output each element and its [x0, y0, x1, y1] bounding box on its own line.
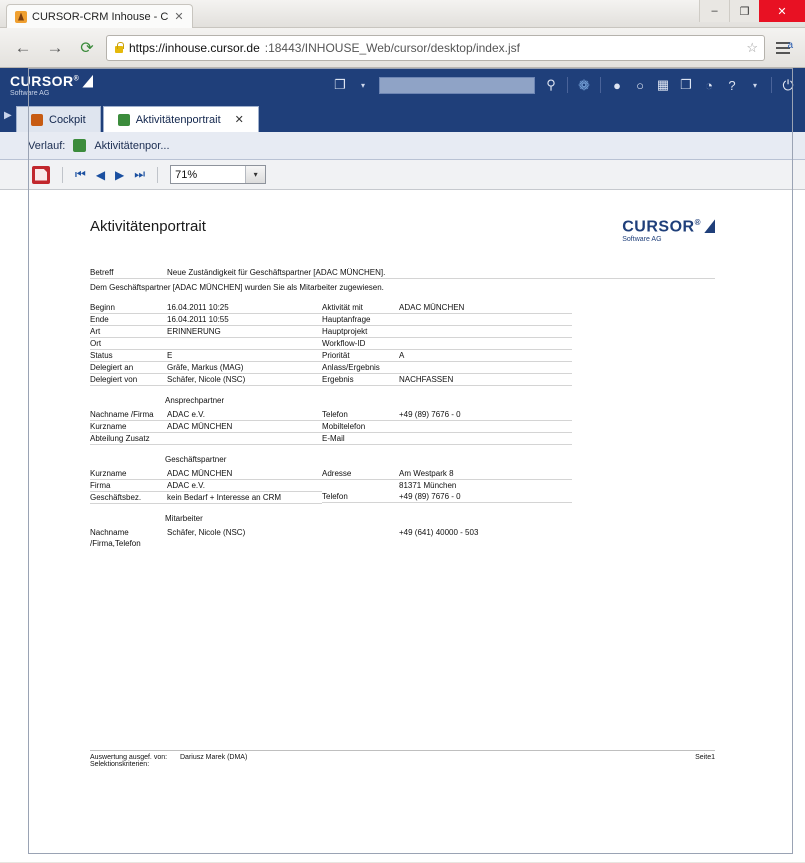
- globe-icon[interactable]: ◔: [705, 77, 713, 93]
- field-value: 81371 München: [399, 481, 457, 491]
- field-value: +49 (641) 40000 - 503: [399, 528, 479, 538]
- field-label: Workflow-ID: [322, 338, 397, 350]
- search-icon[interactable]: ⚲: [546, 77, 556, 92]
- browser-tab-strip: [0, 0, 193, 28]
- window-titlebar: [0, 0, 805, 28]
- next-page-icon[interactable]: ▶: [115, 167, 125, 182]
- field-value: A: [397, 350, 572, 362]
- calendar-icon[interactable]: ▦: [656, 77, 670, 92]
- brand-name: CURSOR: [10, 72, 74, 89]
- crm-tabbar: [0, 102, 805, 132]
- mitarbeiter-fields: [90, 527, 715, 549]
- ansprechpartner-fields: [90, 409, 715, 445]
- field-row: [90, 492, 322, 504]
- tab-label: Aktivitätenportrait: [135, 113, 221, 126]
- field-value: Schäfer, Nicole (NSC): [165, 374, 322, 386]
- right-field-column: [322, 302, 572, 386]
- prev-page-icon[interactable]: ◀: [95, 167, 106, 182]
- assignment-sentence: Dem Geschäftspartner [ADAC MÜNCHEN] wurden Sie als Mitarbeiter zugewiesen.: [90, 283, 384, 293]
- field-value: +49 (89) 7676 - 0: [397, 491, 572, 503]
- bookmark-star-icon[interactable]: ☆: [746, 39, 758, 55]
- field-row: [322, 350, 572, 362]
- field-row: [322, 468, 572, 480]
- divider: [771, 77, 772, 93]
- field-value: [165, 338, 322, 350]
- window-stack-icon[interactable]: ❐: [334, 77, 346, 92]
- field-row: [90, 433, 322, 445]
- divider: [62, 167, 63, 183]
- field-row: [90, 480, 322, 492]
- field-label: Mobiltelefon: [322, 421, 397, 433]
- field-value: ERINNERUNG: [165, 326, 322, 338]
- field-label: Firma: [90, 480, 165, 492]
- profile-indicator: a: [787, 40, 793, 51]
- window-controls: [699, 0, 805, 28]
- lock-icon: [113, 42, 124, 54]
- logo-subtitle: Software AG: [622, 236, 662, 244]
- field-label: Ergebnis: [322, 374, 397, 386]
- sail-icon: [82, 75, 93, 88]
- search-input[interactable]: [379, 77, 535, 94]
- field-row: [90, 374, 322, 386]
- minimize-button[interactable]: –: [699, 0, 729, 22]
- field-row: [90, 362, 322, 374]
- betreff-value: Neue Zuständigkeit für Geschäftspartner [ADAC MÜNCHEN].: [165, 267, 715, 279]
- section-geschaeftspartner: Geschäftspartner: [165, 455, 227, 465]
- browser-tab[interactable]: [6, 4, 193, 28]
- footer-page-number: Seite1: [695, 754, 715, 761]
- help-icon[interactable]: ?: [728, 77, 736, 93]
- report-canvas: [0, 190, 805, 830]
- field-value: ADAC MÜNCHEN: [165, 421, 322, 433]
- field-value: [397, 338, 572, 350]
- field-label: Priorität: [322, 350, 397, 362]
- history-bar: [0, 132, 805, 160]
- field-label: Ort: [90, 338, 165, 350]
- history-entry[interactable]: Aktivitätenpor...: [94, 139, 170, 152]
- documents-icon[interactable]: ❐: [680, 77, 692, 92]
- user-icon[interactable]: ●: [613, 77, 621, 93]
- url-domain: https://inhouse.cursor.de: [129, 40, 260, 55]
- field-value: Schäfer, Nicole (NSC): [167, 528, 246, 538]
- brand-subtitle: Software AG: [10, 89, 50, 97]
- sail-icon: [704, 219, 715, 233]
- field-label: Delegiert an: [90, 362, 165, 374]
- maximize-button[interactable]: ❐: [729, 0, 759, 22]
- field-value: NACHFASSEN: [397, 374, 572, 386]
- report-logo: [622, 218, 715, 243]
- last-page-icon[interactable]: ⏭: [134, 167, 146, 181]
- field-value: [397, 314, 572, 326]
- report-icon: [73, 139, 86, 152]
- field-value: kein Bedarf + Interesse an CRM: [165, 492, 322, 504]
- site-favicon-icon: [15, 11, 27, 23]
- divider: [567, 77, 568, 93]
- field-row: [322, 491, 572, 503]
- left-field-column: [90, 302, 322, 386]
- logo-name: CURSOR: [622, 218, 695, 236]
- betreff-label: Betreff: [90, 267, 165, 279]
- footer-label-criteria: Selektionskriterien:: [90, 761, 150, 768]
- flower-icon[interactable]: ❁: [578, 76, 590, 93]
- tab-label: Cockpit: [49, 113, 86, 126]
- crm-toolbar: [333, 76, 795, 94]
- field-value: ADAC MÜNCHEN: [165, 468, 322, 480]
- pdf-export-icon[interactable]: [32, 166, 50, 184]
- geschaeftspartner-fields: [90, 468, 715, 504]
- dropdown-caret-icon[interactable]: ▾: [360, 80, 365, 90]
- field-label: Abteilung Zusatz: [90, 433, 165, 445]
- field-label: Hauptanfrage: [322, 314, 397, 326]
- field-row: [322, 314, 572, 326]
- field-label: Beginn: [90, 302, 165, 314]
- zoom-select[interactable]: [170, 165, 266, 184]
- field-label: Nachname /Firma,Telefon: [90, 528, 141, 549]
- field-row: [322, 302, 572, 314]
- section-mitarbeiter: Mitarbeiter: [165, 514, 203, 524]
- field-row: [90, 314, 322, 326]
- field-value: +49 (89) 7676 - 0: [397, 409, 572, 421]
- chevron-down-icon[interactable]: ▾: [245, 166, 265, 183]
- brand-registered: ®: [73, 74, 80, 82]
- field-row: [322, 338, 572, 350]
- field-row: [90, 468, 322, 480]
- field-row: [90, 338, 322, 350]
- close-button[interactable]: ✕: [759, 0, 805, 22]
- field-label: Aktivität mit: [322, 302, 397, 314]
- field-row: [322, 433, 572, 445]
- field-row: [90, 421, 322, 433]
- field-value: 16.04.2011 10:55: [165, 314, 322, 326]
- url-path: :18443/INHOUSE_Web/cursor/desktop/index.jsf: [264, 40, 520, 55]
- field-value: [397, 433, 572, 445]
- browser-navbar: [0, 28, 805, 68]
- field-value: 16.04.2011 10:25: [165, 302, 322, 314]
- field-value: ADAC MÜNCHEN: [397, 302, 572, 314]
- footer-value-executed-by: Dariusz Marek (DMA): [180, 754, 248, 761]
- field-row: [90, 350, 322, 362]
- divider: [157, 167, 158, 183]
- field-label: E-Mail: [322, 433, 397, 445]
- field-row: [322, 527, 572, 538]
- field-value: ADAC e.V.: [165, 480, 322, 492]
- back-icon[interactable]: ←: [14, 37, 32, 57]
- report-toolbar: [0, 160, 805, 190]
- close-icon[interactable]: ✕: [234, 114, 244, 126]
- field-label: Adresse: [322, 468, 397, 480]
- address-bar[interactable]: [106, 35, 765, 61]
- divider: [600, 77, 601, 93]
- crm-header: [0, 68, 805, 102]
- zoom-value: 71%: [175, 168, 198, 181]
- field-label: Hauptprojekt: [322, 326, 397, 338]
- field-label: Nachname /Firma: [90, 409, 165, 421]
- field-value: E: [165, 350, 322, 362]
- web-page: [0, 68, 805, 862]
- field-row: [90, 527, 322, 549]
- report-footer: [90, 750, 715, 768]
- field-value: Am Westpark 8: [397, 468, 572, 480]
- field-label: Kurzname: [90, 421, 165, 433]
- first-page-icon[interactable]: ⏮: [75, 167, 86, 181]
- footer-label-executed-by: Auswertung ausgef. von:: [90, 754, 168, 761]
- field-label: [322, 480, 397, 491]
- cursor-logo: [10, 74, 93, 97]
- tab-cockpit[interactable]: [16, 106, 101, 132]
- main-fields: [90, 302, 715, 386]
- page-title: Aktivitätenportrait: [90, 218, 206, 235]
- logo-registered: ®: [694, 218, 701, 227]
- field-row: [90, 326, 322, 338]
- betreff-row: [90, 267, 715, 279]
- report-icon: [118, 114, 130, 126]
- field-row: [322, 374, 572, 386]
- field-row: [322, 362, 572, 374]
- forward-icon[interactable]: →: [46, 37, 64, 57]
- field-value: [165, 433, 322, 445]
- report-sheet: [0, 190, 805, 830]
- field-row: [322, 409, 572, 421]
- field-value: [397, 421, 572, 433]
- browser-tab-title: CURSOR-CRM Inhouse - C: [32, 10, 169, 23]
- field-label: Status: [90, 350, 165, 362]
- field-label: Anlass/Ergebnis: [322, 362, 397, 374]
- sidebar-expand-icon[interactable]: ▶: [4, 110, 12, 121]
- field-row: [90, 302, 322, 314]
- field-label: Delegiert von: [90, 374, 165, 386]
- help-caret-icon[interactable]: ▾: [752, 80, 757, 90]
- field-row: [322, 480, 572, 491]
- field-value: [397, 362, 572, 374]
- field-label: Kurzname: [90, 468, 165, 480]
- field-row: [322, 326, 572, 338]
- field-row: [322, 421, 572, 433]
- power-icon[interactable]: ⏻: [782, 76, 794, 93]
- field-label: Telefon: [322, 409, 397, 421]
- field-row: [90, 409, 322, 421]
- field-label: Geschäftsbez.: [90, 492, 165, 504]
- field-value: Gräfe, Markus (MAG): [165, 362, 322, 374]
- section-ansprechpartner: Ansprechpartner: [165, 396, 225, 406]
- field-label: Ende: [90, 314, 165, 326]
- reload-icon[interactable]: ⟳: [80, 39, 94, 57]
- report-header: [90, 218, 715, 243]
- field-value: [397, 326, 572, 338]
- field-label: Art: [90, 326, 165, 338]
- field-label: Telefon: [322, 491, 397, 503]
- history-label: Verlauf:: [28, 139, 66, 152]
- home-icon: [31, 114, 43, 126]
- tab-aktivitaetenportrait[interactable]: [103, 106, 259, 132]
- close-icon[interactable]: ✕: [174, 11, 184, 23]
- field-value: ADAC e.V.: [165, 409, 322, 421]
- circle-icon[interactable]: ○: [636, 77, 644, 93]
